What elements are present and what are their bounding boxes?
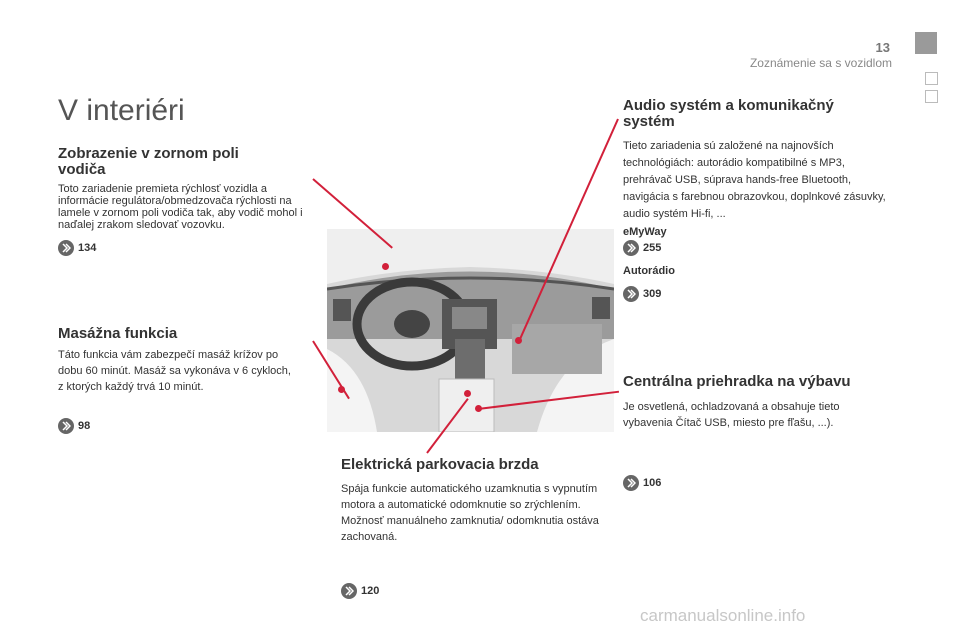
callout-dot-audio	[515, 337, 522, 344]
emyway-label: eMyWay	[623, 226, 667, 238]
chapter-tab-empty[interactable]	[925, 90, 938, 103]
page-link-icon	[623, 475, 639, 491]
hud-title: Zobrazenie v zornom poli vodiča	[58, 145, 239, 178]
page-title: V interiéri	[58, 94, 185, 127]
radio-page-ref[interactable]	[623, 286, 661, 302]
console-section	[623, 374, 888, 431]
hud-ref-number: 134	[78, 242, 97, 254]
massage-text: Táto funkcia vám zabezpečí masáž krížov po dobu 60 minút. Masáž sa vykonáva v 6 cykloch, z ktorých každý trvá 10 minút.	[58, 349, 291, 393]
page-link-icon	[623, 286, 639, 302]
emyway-page-ref[interactable]	[623, 240, 661, 256]
parking-section	[341, 457, 606, 545]
parking-page-ref[interactable]	[341, 583, 379, 599]
console-page-ref[interactable]	[623, 475, 661, 491]
massage-ref-number: 98	[78, 420, 91, 432]
callout-dot-parking	[464, 390, 471, 397]
console-ref-number: 106	[643, 477, 662, 489]
massage-page-ref[interactable]	[58, 418, 90, 434]
hud-page-ref[interactable]	[58, 240, 96, 256]
massage-section	[58, 326, 298, 395]
callout-dot-console	[475, 405, 482, 412]
console-title: Centrálna priehradka na výbavu	[623, 373, 851, 390]
massage-title: Masážna funkcia	[58, 325, 178, 342]
console-text: Je osvetlená, ochladzovaná a obsahuje tieto vybavenia Čítač USB, miesto pre fľašu, ...).	[623, 401, 840, 429]
audio-title: Audio systém a komunikačný systém	[623, 97, 834, 130]
chapter-tab[interactable]	[915, 32, 937, 54]
hud-section	[58, 146, 308, 231]
parking-title: Elektrická parkovacia brzda	[341, 456, 539, 473]
audio-text: Tieto zariadenia sú založené na najnovších technológiách: autorádio kompatibilné s MP3, prehrávač USB, súprava hands-free Bluetooth, navigácia s farebnou obrazovkou, doplnkové zásuvky, audio systém Hi-fi, ...	[623, 140, 886, 220]
interior-photo	[327, 229, 614, 432]
parking-ref-number: 120	[361, 585, 380, 597]
emyway-ref-number: 255	[643, 242, 662, 254]
radio-ref-number: 309	[643, 288, 662, 300]
hud-text: Toto zariadenie premieta rýchlosť vozidla a informácie regulátora/obmedzovača rýchlosti na lamele v zornom poli vodiča tak, aby vodič mohol i naďalej zrakom sledovať vozovku.	[58, 183, 303, 231]
page-link-icon	[341, 583, 357, 599]
callout-dot-hud	[382, 263, 389, 270]
audio-section	[623, 98, 888, 238]
radio-label: Autorádio	[623, 265, 675, 277]
watermark: carmanualsonline.info	[640, 606, 806, 625]
page-link-icon	[58, 418, 74, 434]
callout-dot-massage	[338, 386, 345, 393]
section-title: Zoznámenie sa s vozidlom	[749, 56, 892, 70]
page-link-icon	[58, 240, 74, 256]
chapter-tab-empty[interactable]	[925, 72, 938, 85]
page-link-icon	[623, 240, 639, 256]
parking-text: Spája funkcie automatického uzamknutia s vypnutím motora a automatické odomknutie so zrýchlením. Možnosť manuálneho zamknutia/ odomknutia ostáva zachovaná.	[341, 483, 599, 543]
page-number: 13	[875, 40, 890, 55]
